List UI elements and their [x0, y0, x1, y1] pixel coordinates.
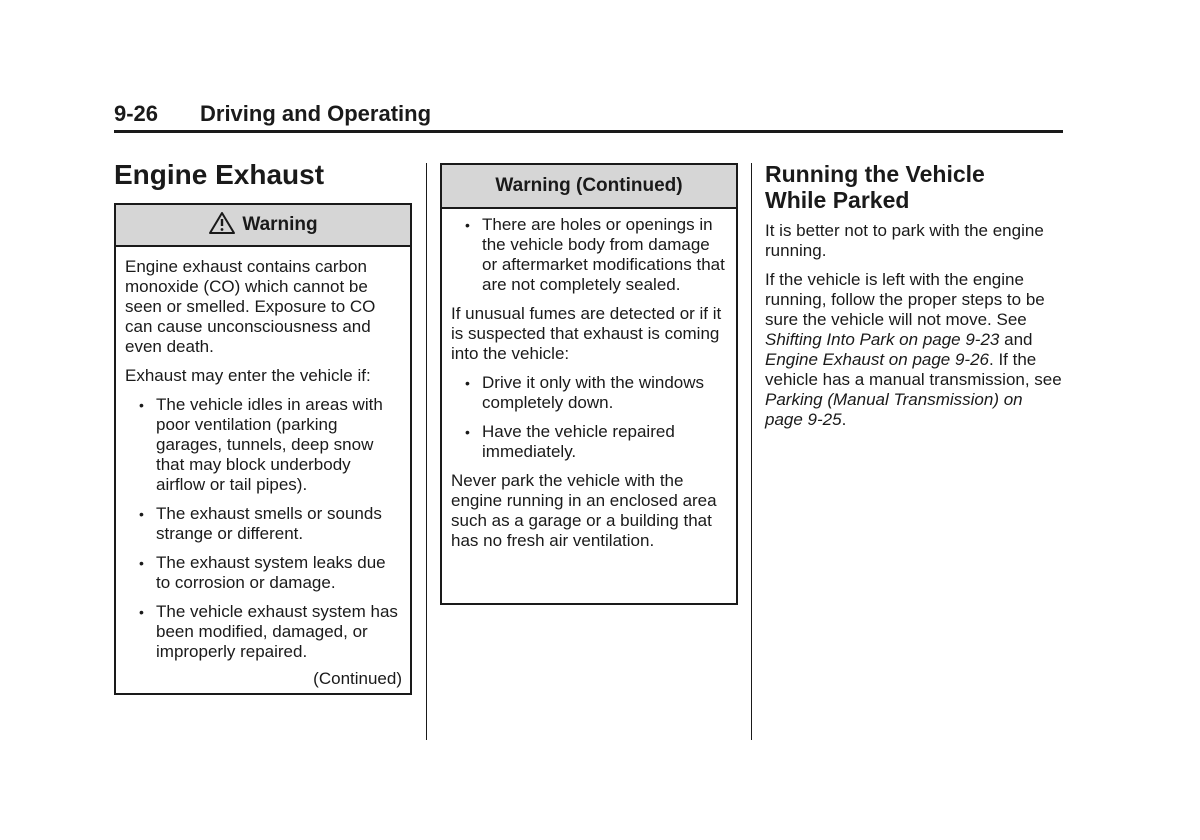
- paragraph: Engine exhaust contains carbon monoxide (CO) which cannot be seen or smelled. Exposure to CO can cause unconsciousness and even death.: [125, 257, 376, 356]
- cross-reference[interactable]: Parking (Manual Transmission) on page 9-25: [765, 390, 1023, 429]
- paragraph: If unusual fumes are detected or if it is suspected that exhaust is coming into the vehicle:: [451, 304, 722, 363]
- list-item: • Have the vehicle repaired immediately.: [465, 422, 675, 461]
- warning-continued-box: [440, 163, 738, 605]
- column-divider: [751, 163, 752, 740]
- paragraph: Never park the vehicle with the engine running in an enclosed area such as a garage or a building that has no fresh air ventilation.: [451, 471, 717, 550]
- section-title: Running the Vehicle While Parked: [765, 161, 985, 213]
- continued-note: (Continued): [313, 669, 402, 688]
- warning-header: [116, 205, 410, 247]
- warning-continued-body: [442, 209, 736, 566]
- section-title: Engine Exhaust: [114, 159, 325, 190]
- warning-triangle-icon: [208, 211, 236, 240]
- bullet-list: [451, 215, 728, 295]
- bullet-list: [125, 395, 402, 662]
- warning-body: [116, 247, 410, 695]
- paragraph: Exhaust may enter the vehicle if:: [125, 366, 371, 385]
- list-item: • The exhaust smells or sounds strange or different.: [139, 504, 382, 543]
- list-item: • The exhaust system leaks due to corrosion or damage.: [139, 553, 386, 592]
- column-1: [114, 159, 412, 695]
- chapter-title: Driving and Operating: [200, 101, 432, 126]
- paragraph: If the vehicle is left with the engine running, follow the proper steps to be sure the vehicle will not move. See Shifting Into Park on page 9-23 and Engine Exhaust on page 9-26. If the vehicle has a manual transmission, see Parking (Manual Transmission) on page 9-25.: [765, 270, 1062, 429]
- list-item: • There are holes or openings in the vehicle body from damage or aftermarket modifications that are not completely sealed.: [465, 215, 725, 294]
- cross-reference[interactable]: Engine Exhaust on page 9-26: [765, 350, 990, 369]
- column-3: [765, 161, 1065, 439]
- column-divider: [426, 163, 427, 740]
- warning-label: Warning: [242, 214, 318, 235]
- page-number: 9-26: [114, 101, 159, 126]
- warning-continued-header: Warning (Continued): [442, 165, 736, 209]
- list-item: • The vehicle idles in areas with poor ventilation (parking garages, tunnels, deep snow that may block underbody airflow or tail pipes).: [139, 395, 383, 494]
- list-item: • The vehicle exhaust system has been modified, damaged, or improperly repaired.: [139, 602, 398, 661]
- column-2: [440, 163, 738, 605]
- bullet-list: [451, 373, 728, 462]
- cross-reference[interactable]: Shifting Into Park on page 9-23: [765, 330, 1000, 349]
- list-item: • Drive it only with the windows completely down.: [465, 373, 705, 412]
- warning-box: [114, 203, 412, 695]
- paragraph: It is better not to park with the engine running.: [765, 221, 1044, 260]
- page-header: [114, 101, 1063, 133]
